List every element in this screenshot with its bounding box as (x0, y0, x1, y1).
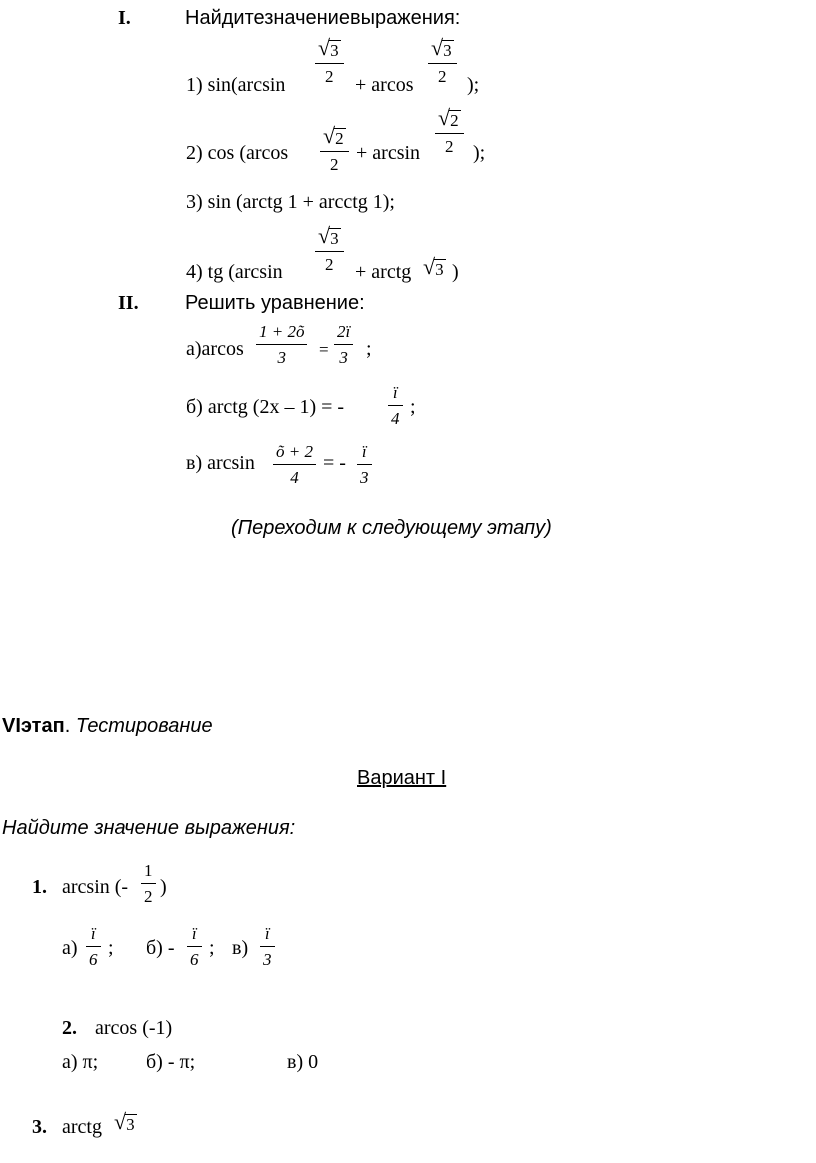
equation-a-prefix: а)arcos (186, 338, 244, 360)
fraction-1-over-2: 1 2 (141, 862, 156, 905)
expression-1-suffix: ); (467, 74, 480, 96)
expression-3: 3) sin (arctg 1 + arcctg 1); (186, 191, 395, 213)
expression-2-prefix: 2) cos (arcos (186, 142, 289, 164)
stage-6-heading (2, 716, 213, 736)
section-2-heading: Решить уравнение: (185, 292, 365, 314)
fraction-sqrt3-over-2: √ 3 2 (428, 37, 457, 85)
fraction-pi-over-6: ï 6 (187, 925, 202, 968)
task-heading: Найдите значение выражения: (2, 817, 296, 839)
fraction-x-plus-2-over-4: õ + 2 4 (273, 443, 316, 486)
question-1-number: 1. (32, 876, 47, 898)
answer-a-label: а) (62, 937, 78, 959)
variant-title: Вариант I (357, 767, 447, 789)
expression-2-middle: + arcsin (356, 142, 421, 164)
answer-c-label: в) (232, 937, 249, 959)
expression-4-middle: + arctg (355, 261, 412, 283)
fraction-pi-over-4: ï 4 (388, 384, 403, 427)
section-2-number: II. (118, 292, 139, 314)
sqrt-3: √ 3 (114, 1109, 135, 1134)
answer-a: а) π; (62, 1051, 99, 1073)
question-2-expression: arcos (-1) (95, 1017, 173, 1039)
fraction-pi-over-3: ï 3 (357, 443, 372, 486)
answer-c: в) 0 (287, 1051, 319, 1073)
answer-b-label: б) - (146, 937, 175, 959)
answer-b: б) - π; (146, 1051, 196, 1073)
sqrt-3: √ 3 (423, 254, 444, 279)
answer-separator: ; (209, 937, 215, 959)
stage-6-title: Тестирование (75, 715, 213, 737)
question-1-close-paren: ) (160, 876, 167, 898)
question-2-number: 2. (62, 1017, 77, 1039)
question-3-expression: arctg (62, 1116, 102, 1138)
equals-sign: = (319, 340, 329, 359)
fraction-sqrt3-over-2: √ 3 2 (315, 225, 344, 273)
equation-c-prefix: в) arcsin (186, 452, 255, 474)
stage-6-label: VIэтап (2, 715, 65, 737)
fraction-pi-over-6: ï 6 (86, 925, 101, 968)
equation-a-suffix: ; (366, 338, 372, 360)
answer-separator: ; (108, 937, 114, 959)
question-1-expression: arcsin (- (62, 876, 129, 898)
expression-1-prefix: 1) sin(arcsin (186, 74, 286, 96)
fraction-sqrt2-over-2: √ 2 2 (320, 125, 349, 173)
expression-4-prefix: 4) tg (arcsin (186, 261, 283, 283)
section-1-number: I. (118, 7, 131, 29)
fraction-2pi-over-3: 2ï 3 (334, 323, 353, 366)
equals-minus: = - (323, 452, 346, 474)
fraction-pi-over-3: ï 3 (260, 925, 275, 968)
question-3-number: 3. (32, 1116, 47, 1138)
fraction-sqrt3-over-2: √ 3 2 (315, 37, 344, 85)
fraction-1-plus-2x-over-3: 1 + 2õ 3 (256, 323, 307, 366)
equation-b-prefix: б) arctg (2x – 1) = - (186, 396, 345, 418)
expression-1-middle: + arcos (355, 74, 414, 96)
fraction-sqrt2-over-2: √ 2 2 (435, 107, 464, 155)
expression-2-suffix: ); (473, 142, 486, 164)
expression-4-suffix: ) (452, 261, 459, 283)
next-stage-note: (Переходим к следующему этапу) (231, 517, 552, 539)
section-1-heading: Найдитезначениевыражения: (185, 7, 461, 29)
stage-6-dot: . (64, 715, 71, 737)
equation-b-suffix: ; (410, 396, 416, 418)
